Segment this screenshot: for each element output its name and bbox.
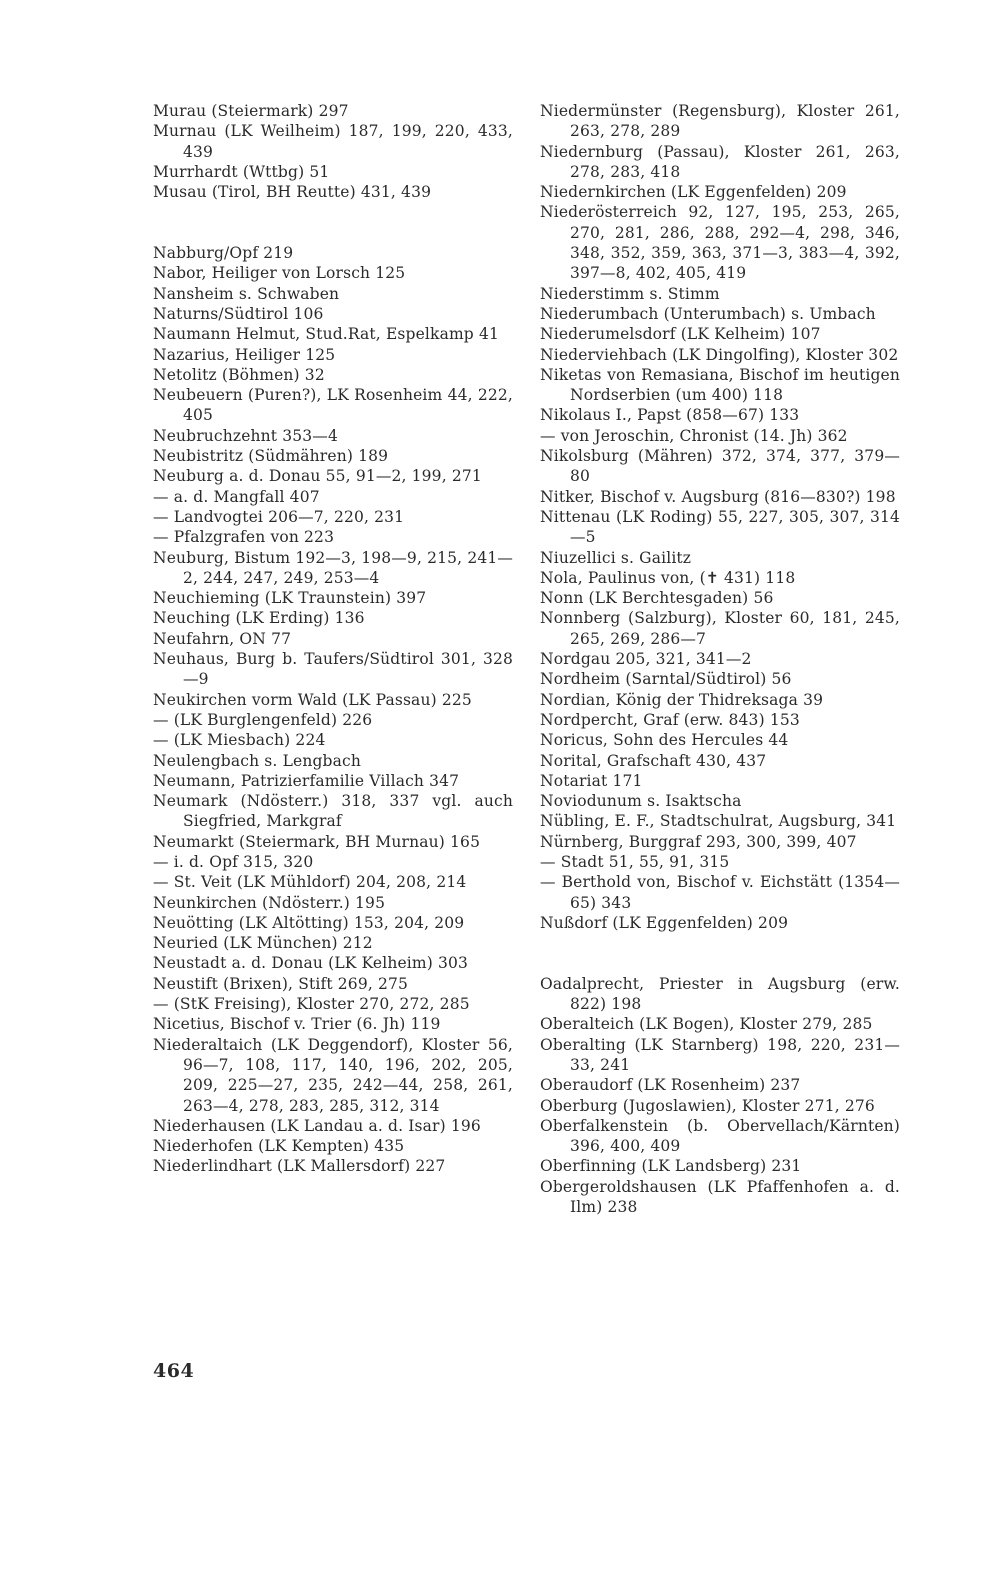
index-entry: Nola, Paulinus von, (✝ 431) 118 <box>540 568 796 587</box>
index-entry: — (StK Freising), Kloster 270, 272, 285 <box>153 995 470 1014</box>
index-entry: Oberalteich (LK Bogen), Kloster 279, 285 <box>540 1015 873 1034</box>
index-entry: — i. d. Opf 315, 320 <box>153 852 314 871</box>
index-entry: Neumarkt (Steiermark, BH Murnau) 165 <box>153 832 481 851</box>
index-entry: Neuching (LK Erding) 136 <box>153 609 365 628</box>
index-entry: Murrhardt (Wttbg) 51 <box>153 162 330 181</box>
index-entry: Nicetius, Bischof v. Trier (6. Jh) 119 <box>153 1015 441 1034</box>
index-entry: Oberaudorf (LK Rosenheim) 237 <box>540 1076 801 1095</box>
index-entry: Niederhofen (LK Kempten) 435 <box>153 1137 405 1156</box>
index-entry: Noviodunum s. Isaktscha <box>540 792 742 811</box>
index-entry: — St. Veit (LK Mühldorf) 204, 208, 214 <box>153 873 467 892</box>
index-entry: Netolitz (Böhmen) 32 <box>153 365 325 384</box>
index-entry: Oberfinning (LK Landsberg) 231 <box>540 1157 802 1176</box>
page-number: 464 <box>153 1360 195 1382</box>
index-entry: Nordheim (Sarntal/Südtirol) 56 <box>540 670 792 689</box>
index-entry: Neuried (LK München) 212 <box>153 934 373 953</box>
index-entry: Nikolaus I., Papst (858—67) 133 <box>540 406 800 425</box>
index-entry: Niedernkirchen (LK Eggenfelden) 209 <box>540 183 847 202</box>
index-column-right <box>540 101 900 1217</box>
index-entry: Niederumbach (Unterumbach) s. Umbach <box>540 304 876 323</box>
index-entry: Oberfalkenstein (b. Obervellach/Kärnten) 396, 400, 409 <box>540 1116 900 1156</box>
index-entry: Oberburg (Jugoslawien), Kloster 271, 276 <box>540 1096 875 1115</box>
index-entry: Niederumelsdorf (LK Kelheim) 107 <box>540 325 821 344</box>
index-entry: Neuötting (LK Altötting) 153, 204, 209 <box>153 913 465 932</box>
index-entry: Naumann Helmut, Stud.Rat, Espelkamp 41 <box>153 325 499 344</box>
index-entry: Nürnberg, Burggraf 293, 300, 399, 407 <box>540 832 857 851</box>
index-entry: Murau (Steiermark) 297 <box>153 102 349 120</box>
index-entry: Niedernburg (Passau), Kloster 261, 263, 278, 283, 418 <box>540 142 900 181</box>
index-entry: Niederhausen (LK Landau a. d. Isar) 196 <box>153 1116 481 1135</box>
index-entry: — Pfalzgrafen von 223 <box>153 528 335 547</box>
index-entry: Neunkirchen (Ndösterr.) 195 <box>153 893 386 912</box>
index-entry: Oberalting (LK Starnberg) 198, 220, 231—33, 241 <box>540 1035 900 1074</box>
index-entry: Norital, Grafschaft 430, 437 <box>540 751 767 770</box>
index-entry: Neukirchen vorm Wald (LK Passau) 225 <box>153 690 472 709</box>
index-entry: Noricus, Sohn des Hercules 44 <box>540 731 789 750</box>
index-entry: Nikolsburg (Mähren) 372, 374, 377, 379—80 <box>540 447 900 486</box>
index-entry: Neuchieming (LK Traunstein) 397 <box>153 589 427 608</box>
index-entry: Nordpercht, Graf (erw. 843) 153 <box>540 710 800 729</box>
index-entry: Niederösterreich 92, 127, 195, 253, 265, 270, 281, 286, 288, 292—4, 298, 346, 348, 352, 359, 363, 371—3, 383—4, 392, 397—8, 402, 405, 419 <box>540 203 900 283</box>
index-entry: Nordgau 205, 321, 341—2 <box>540 650 752 669</box>
index-entry: Niederstimm s. Stimm <box>540 284 720 303</box>
index-entry: Nitker, Bischof v. Augsburg (816—830?) 198 <box>540 487 896 506</box>
index-entry: Neufahrn, ON 77 <box>153 629 292 648</box>
index-column-left <box>153 101 513 1177</box>
index-entry: Neumark (Ndösterr.) 318, 337 vgl. auch Siegfried, Markgraf <box>153 792 513 831</box>
index-entry: Niederlindhart (LK Mallersdorf) 227 <box>153 1157 446 1176</box>
index-entry: — von Jeroschin, Chronist (14. Jh) 362 <box>540 426 848 445</box>
index-entry: Neulengbach s. Lengbach <box>153 751 361 770</box>
index-entry: Neubeuern (Puren?), LK Rosenheim 44, 222, 405 <box>153 386 513 425</box>
index-entry: — (LK Miesbach) 224 <box>153 731 326 750</box>
index-entry: Murnau (LK Weilheim) 187, 199, 220, 433, 439 <box>153 122 513 161</box>
index-entry: Neustift (Brixen), Stift 269, 275 <box>153 974 409 993</box>
index-entry: Neumann, Patrizierfamilie Villach 347 <box>153 771 460 790</box>
index-entry: Niedermünster (Regensburg), Kloster 261, 263, 278, 289 <box>540 102 900 141</box>
index-entry: Nabor, Heiliger von Lorsch 125 <box>153 264 406 283</box>
index-entry: Niederviehbach (LK Dingolfing), Kloster 302 <box>540 345 899 364</box>
index-entry: Nansheim s. Schwaben <box>153 284 340 303</box>
index-entry: Notariat 171 <box>540 771 643 790</box>
index-entry: Nußdorf (LK Eggenfelden) 209 <box>540 913 789 932</box>
index-entry: — Landvogtei 206—7, 220, 231 <box>153 507 405 526</box>
index-entry: Neuburg a. d. Donau 55, 91—2, 199, 271 <box>153 467 482 486</box>
index-entry: Neubistritz (Südmähren) 189 <box>153 447 389 466</box>
index-entry: — Stadt 51, 55, 91, 315 <box>540 852 730 871</box>
index-entry: Neuhaus, Burg b. Taufers/Südtirol 301, 328—9 <box>153 650 513 689</box>
index-entry: Oadalprecht, Priester in Augsburg (erw. 822) 198 <box>540 974 900 1014</box>
index-entry: Obergeroldshausen (LK Pfaffenhofen a. d. Ilm) 238 <box>540 1177 900 1217</box>
index-entry: Nonn (LK Berchtesgaden) 56 <box>540 589 774 608</box>
index-entry: Nabburg/Opf 219 <box>153 244 294 263</box>
index-entry: Neuburg, Bistum 192—3, 198—9, 215, 241—2, 244, 247, 249, 253—4 <box>153 548 513 587</box>
index-entry: — Berthold von, Bischof v. Eichstätt (1354—65) 343 <box>540 873 900 912</box>
index-entry: — a. d. Mangfall 407 <box>153 487 320 506</box>
index-entry: Neustadt a. d. Donau (LK Kelheim) 303 <box>153 954 469 973</box>
index-entry: Nonnberg (Salzburg), Kloster 60, 181, 245, 265, 269, 286—7 <box>540 609 900 648</box>
index-entry: Niederaltaich (LK Deggendorf), Kloster 56, 96—7, 108, 117, 140, 196, 202, 205, 209, 225—27, 235, 242—44, 258, 261, 263—4, 278, 283, 285, 312, 314 <box>153 1035 513 1115</box>
index-entry: Niketas von Remasiana, Bischof im heutigen Nordserbien (um 400) 118 <box>540 365 900 405</box>
index-entry: Nordian, König der Thidreksaga 39 <box>540 690 824 709</box>
index-entry: Nittenau (LK Roding) 55, 227, 305, 307, 314—5 <box>540 507 900 547</box>
letter-group-gap <box>540 933 900 974</box>
index-entry: Neubruchzehnt 353—4 <box>153 426 338 445</box>
index-entry: Naturns/Südtirol 106 <box>153 304 324 323</box>
index-entry: Niuzellici s. Gailitz <box>540 548 692 567</box>
index-entry: Nazarius, Heiliger 125 <box>153 345 336 364</box>
index-entry: — (LK Burglengenfeld) 226 <box>153 710 373 729</box>
letter-group-gap <box>153 202 513 243</box>
index-entry: Nübling, E. F., Stadtschulrat, Augsburg, 341 <box>540 812 897 831</box>
index-entry: Musau (Tirol, BH Reutte) 431, 439 <box>153 183 432 202</box>
